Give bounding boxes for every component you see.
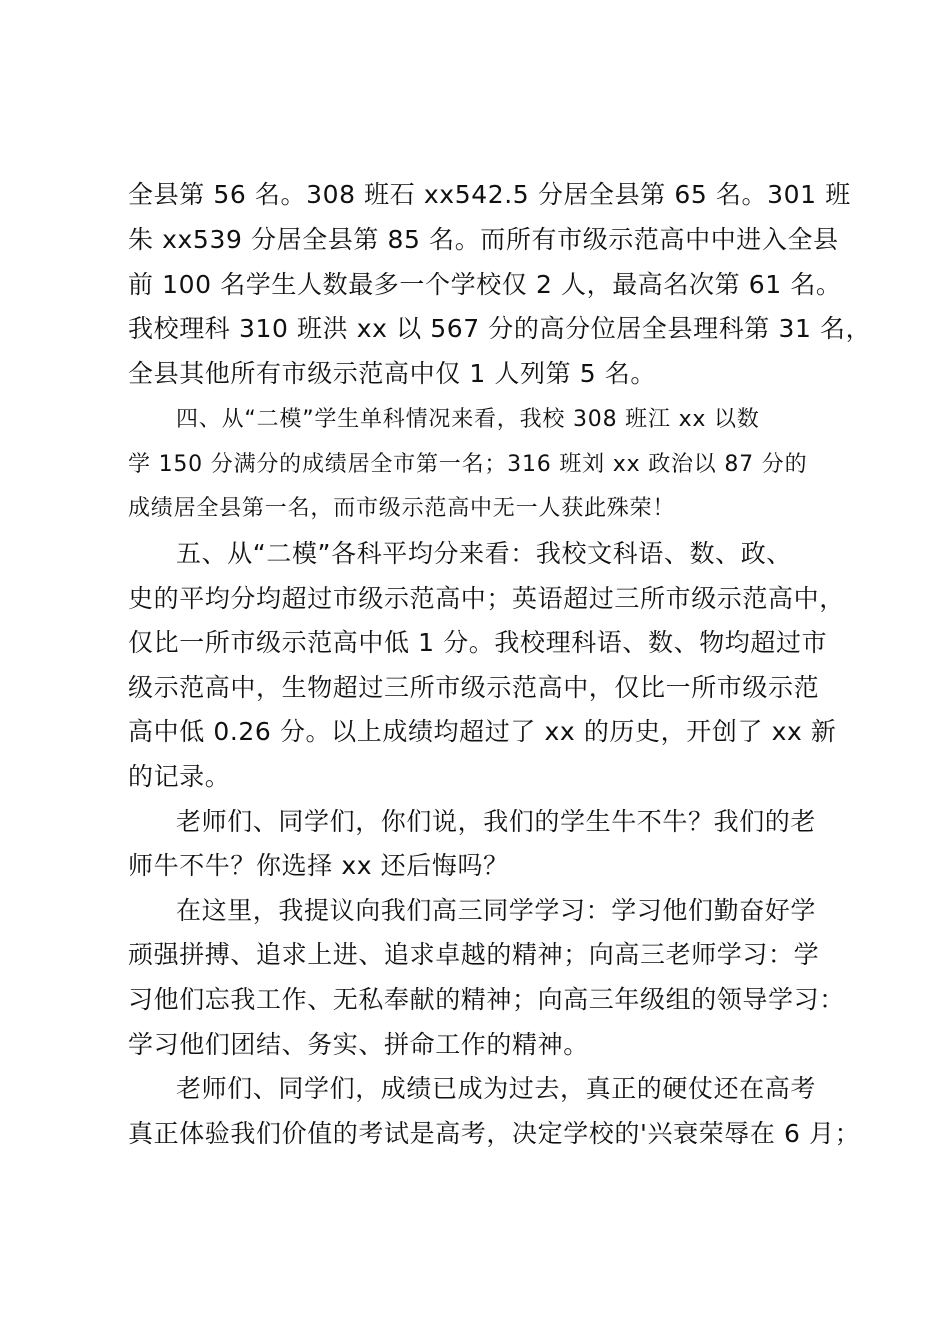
text-line: 仅比一所市级示范高中低 1 分。我校理科语、数、物均超过市 bbox=[128, 628, 828, 657]
text-line: 前 100 名学生人数最多一个学校仅 2 人，最高名次第 61 名。 bbox=[128, 270, 842, 299]
text-line: 史的平均分均超过市级示范高中；英语超过三所市级示范高中， bbox=[128, 584, 845, 613]
text-line: 的记录。 bbox=[128, 762, 231, 791]
paragraph-five-first-line: 五、从“二模”各科平均分来看：我校文科语、数、政、 bbox=[176, 539, 792, 568]
text-line: 成绩居全县第一名，而市级示范高中无一人获此殊荣！ bbox=[128, 496, 676, 521]
text-line: 朱 xx539 分居全县第 85 名。而所有市级示范高中中进入全县 bbox=[128, 225, 839, 254]
text-line: 我校理科 310 班洪 xx 以 567 分的高分位居全县理科第 31 名， bbox=[128, 314, 872, 343]
text-line: 顽强拼搏、追求上进、追求卓越的精神；向高三老师学习：学 bbox=[128, 940, 820, 969]
text-line: 学习他们团结、务实、拼命工作的精神。 bbox=[128, 1030, 589, 1059]
paragraph-proposal-first-line: 在这里，我提议向我们高三同学学习：学习他们勤奋好学 bbox=[176, 896, 817, 925]
text-line: 高中低 0.26 分。以上成绩均超过了 xx 的历史，开创了 xx 新 bbox=[128, 717, 837, 746]
text-line: 级示范高中，生物超过三所市级示范高中，仅比一所市级示范 bbox=[128, 673, 820, 702]
text-line: 全县其他所有市级示范高中仅 1 人列第 5 名。 bbox=[128, 359, 657, 388]
text-line: 师牛不牛？你选择 xx 还后悔吗？ bbox=[128, 851, 509, 880]
text-line: 全县第 56 名。308 班石 xx542.5 分居全县第 65 名。301 班 bbox=[128, 180, 851, 209]
text-line: 学 150 分满分的成绩居全市第一名；316 班刘 xx 政治以 87 分的 bbox=[128, 452, 808, 477]
paragraph-four-first-line: 四、从“二模”学生单科情况来看，我校 308 班江 xx 以数 bbox=[176, 407, 760, 432]
paragraph-closing-first-line: 老师们、同学们，成绩已成为过去，真正的硬仗还在高考 bbox=[176, 1074, 817, 1103]
text-line: 习他们忘我工作、无私奉献的精神；向高三年级组的领导学习： bbox=[128, 985, 845, 1014]
paragraph-question-first-line: 老师们、同学们，你们说，我们的学生牛不牛？我们的老 bbox=[176, 807, 817, 836]
text-line: 真正体验我们价值的考试是高考，决定学校的'兴衰荣辱在 6 月； bbox=[128, 1119, 861, 1148]
